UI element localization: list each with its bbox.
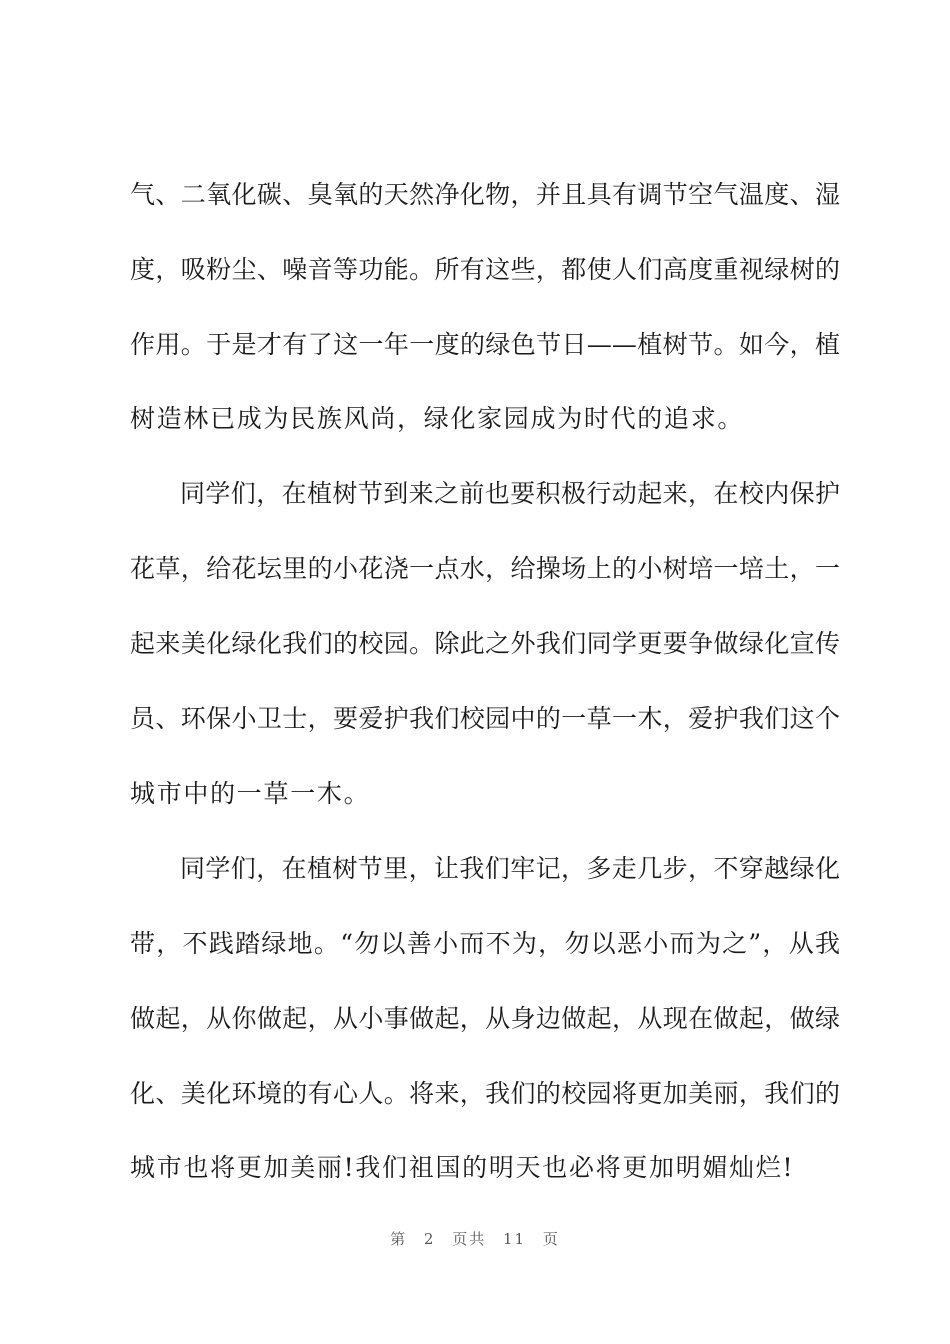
paragraph-1-line-2: 度，吸粉尘、噪音等功能。所有这些，都使人们高度重视绿树的 <box>130 255 840 284</box>
paragraph-1-line-4: 树造林已成为民族风尚，绿化家园成为时代的追求。 <box>130 404 745 433</box>
paragraph-3-line-2: 带，不践踏绿地。“勿以善小而不为，勿以恶小而为之”，从我 <box>130 929 840 958</box>
paragraph-3-line-4: 化、美化环境的有心人。将来，我们的校园将更加美丽，我们的 <box>130 1079 840 1108</box>
paragraph-3-line-5: 城市也将更加美丽!我们祖国的明天也必将更加明媚灿烂! <box>130 1153 795 1182</box>
paragraph-2-line-4: 员、环保小卫士，要爱护我们校园中的一草一木，爱护我们这个 <box>130 704 840 733</box>
paragraph-2-line-1: 同学们，在植树节到来之前也要积极行动起来，在校内保护 <box>180 479 840 508</box>
paragraph-2-line-3: 起来美化绿化我们的校园。除此之外我们同学更要争做绿化宣传 <box>130 629 840 658</box>
paragraph-2-line-5: 城市中的一草一木。 <box>130 779 371 808</box>
paragraph-1-line-3: 作用。于是才有了这一年一度的绿色节日——植树节。如今，植 <box>130 330 840 359</box>
paragraph-3-line-1: 同学们，在植树节里，让我们牢记，多走几步，不穿越绿化 <box>180 854 840 883</box>
paragraph-3-line-3: 做起，从你做起，从小事做起，从身边做起，从现在做起，做绿 <box>130 1004 840 1033</box>
paragraph-2-line-2: 花草，给花坛里的小花浇一点水，给操场上的小树培一培土，一 <box>130 554 840 583</box>
paragraph-1-line-1: 气、二氧化碳、臭氧的天然净化物，并且具有调节空气温度、湿 <box>130 180 840 209</box>
page-footer: 第 2 页共 11 页 <box>390 1230 560 1248</box>
